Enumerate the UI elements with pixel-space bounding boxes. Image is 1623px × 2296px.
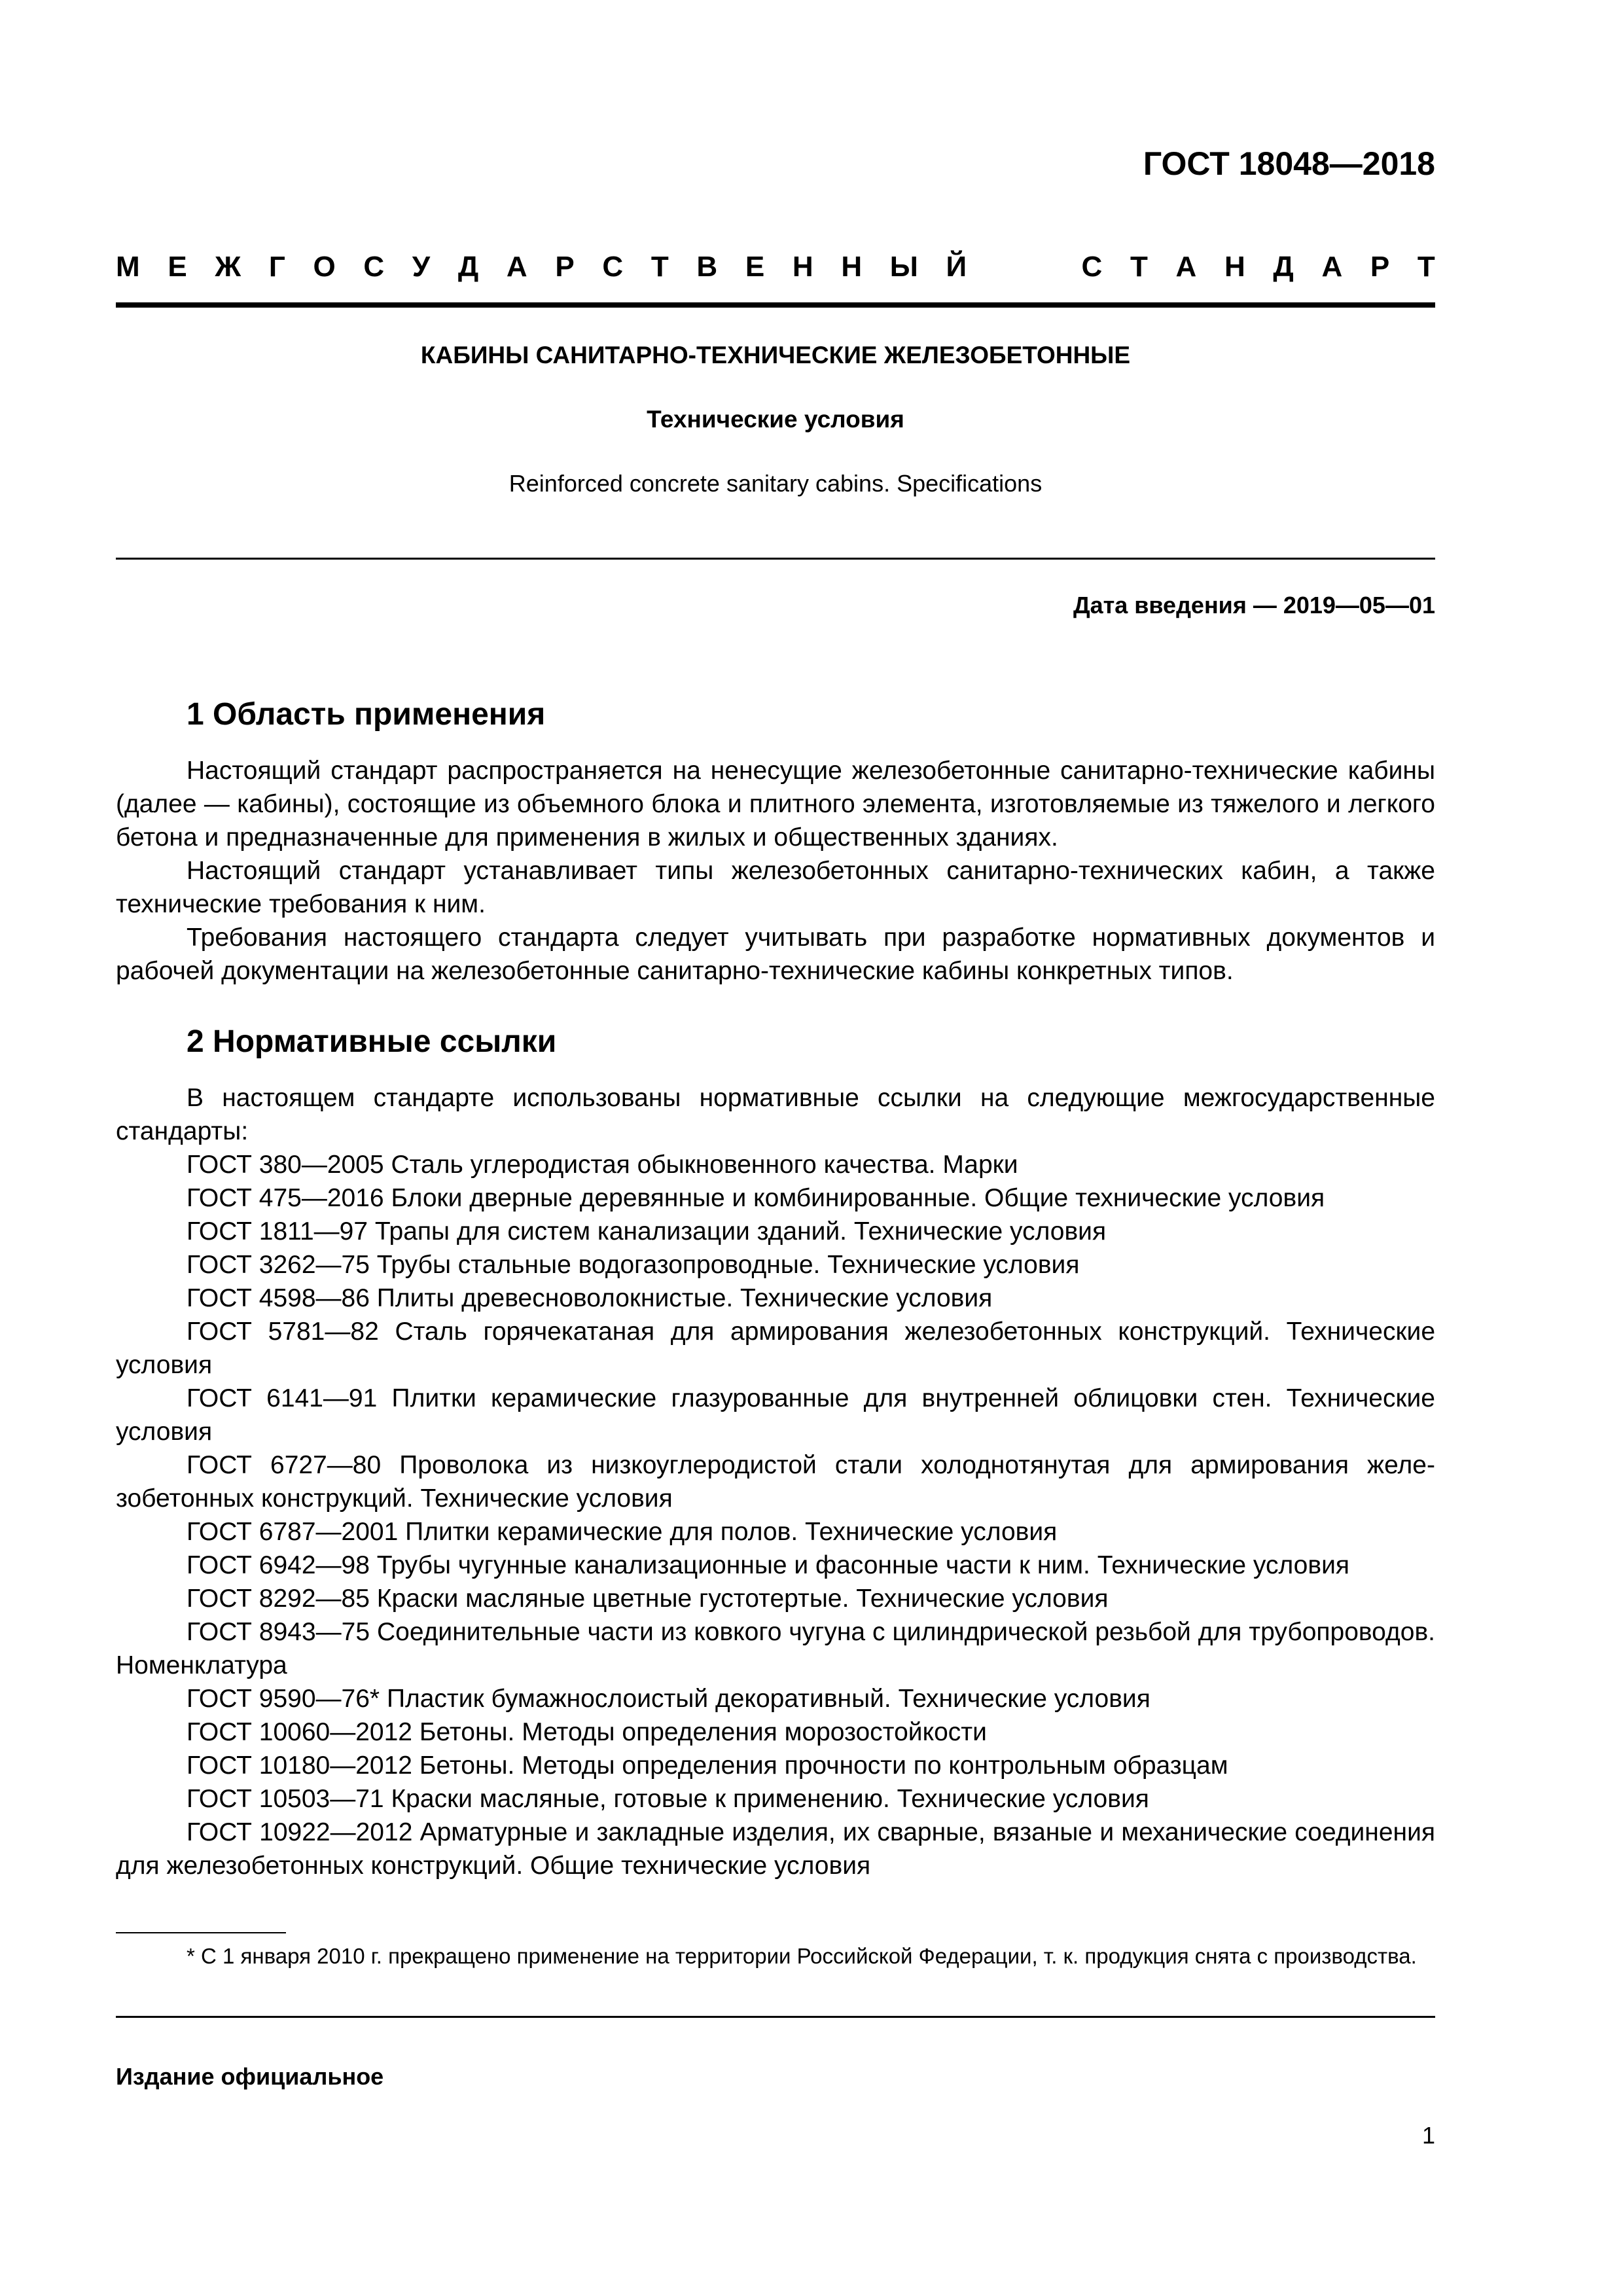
reference-title: Арматурные и закладные изделия, их сварные, вязаные и механические соединения для железобетонных конструкций. Общие технические условия xyxy=(116,1818,1435,1880)
standard-code: ГОСТ 18048—2018 xyxy=(1143,145,1435,182)
letter: С xyxy=(363,251,385,283)
letter: Н xyxy=(841,251,863,283)
letter: А xyxy=(1321,251,1343,283)
introduction-date: Дата введения — 2019—05—01 xyxy=(1073,592,1435,619)
reference-item xyxy=(116,1215,1435,1248)
reference-item xyxy=(116,1615,1435,1682)
document-subtitle: Технические условия xyxy=(647,406,904,433)
reference-item xyxy=(116,1248,1435,1282)
reference-number: ГОСТ 10922—2012 xyxy=(187,1818,413,1846)
letter: Ы xyxy=(889,251,918,283)
reference-item xyxy=(116,1181,1435,1215)
section-1-heading: 1 Область применения xyxy=(187,697,546,732)
paragraph: Настоящий стандарт распространяется на ненесущие железобетонные санитарно-технические кабины (далее — кабины), состоящие из объемного блока и плитного элемента, изготовляемые из тяжелого и легкого бетона и предназначенные для применения в жилых и общественных зданиях. xyxy=(116,757,1435,852)
letter: М xyxy=(116,251,140,283)
reference-title: Краски масляные цветные густотертые. Технические условия xyxy=(376,1585,1109,1613)
letter: Т xyxy=(1417,251,1435,283)
document-page xyxy=(116,0,1435,2296)
reference-title: Плиты древесноволокнистые. Технические условия xyxy=(376,1284,993,1312)
reference-title: Трапы для систем канализации зданий. Технические условия xyxy=(374,1217,1107,1246)
reference-number: ГОСТ 6942—98 xyxy=(187,1551,370,1579)
letter: Г xyxy=(268,251,285,283)
reference-item xyxy=(116,1816,1435,1882)
paragraph: Требования настоящего стандарта следует учитывать при разработке нормативных документов и рабочей документации на железобетонные санитарно-технические кабины конкретных типов. xyxy=(116,924,1435,985)
reference-item xyxy=(116,1782,1435,1816)
footnote: * С 1 января 2010 г. прекращено применение на территории Российской Федерации, т. к. продукция снята с производства. xyxy=(187,1944,1417,1968)
reference-number: ГОСТ 8943—75 xyxy=(187,1618,370,1646)
letter: О xyxy=(313,251,336,283)
reference-number: ГОСТ 3262—75 xyxy=(187,1251,370,1279)
footer-divider xyxy=(116,2016,1435,2018)
letter: А xyxy=(506,251,527,283)
reference-item xyxy=(116,1715,1435,1749)
reference-title: Трубы стальные водогазопроводные. Технические условия xyxy=(376,1251,1080,1279)
reference-title: Бетоны. Методы определения прочности по контрольным образцам xyxy=(419,1751,1228,1780)
reference-title: Соединительные части из ковкого чугуна с цилиндрической резьбой для трубопроводов. Номенклатура xyxy=(116,1618,1436,1679)
reference-number: ГОСТ 10060—2012 xyxy=(187,1718,413,1746)
section-2-heading: 2 Нормативные ссылки xyxy=(187,1024,557,1059)
document-title-english: Reinforced concrete sanitary cabins. Specifications xyxy=(508,470,1043,497)
reference-item xyxy=(116,1582,1435,1615)
reference-number: ГОСТ 10503—71 xyxy=(187,1785,384,1813)
letter: Р xyxy=(555,251,575,283)
letter: Н xyxy=(792,251,813,283)
reference-number: ГОСТ 1811—97 xyxy=(187,1217,368,1246)
reference-number: ГОСТ 6787—2001 xyxy=(187,1518,399,1546)
letter: А xyxy=(1175,251,1197,283)
reference-item xyxy=(116,1382,1435,1448)
letter: В xyxy=(696,251,718,283)
reference-title: Сталь углеродистая обыкновенного качества. Марки xyxy=(391,1151,1018,1179)
letter: Т xyxy=(1130,251,1148,283)
paragraph: Настоящий стандарт устанавливает типы железобетонных санитарно-технических кабин, а также технические требования к ним. xyxy=(116,857,1435,918)
letter: С xyxy=(602,251,624,283)
letter: Р xyxy=(1370,251,1390,283)
reference-title: Бетоны. Методы определения морозостойкости xyxy=(419,1718,987,1746)
reference-number: ГОСТ 380—2005 xyxy=(187,1151,384,1179)
letter: Д xyxy=(457,251,479,283)
reference-title: Блоки дверные деревянные и комбинированные. Общие технические условия xyxy=(391,1184,1325,1212)
header-divider xyxy=(116,302,1435,308)
reference-title: Плитки керамические для полов. Технические условия xyxy=(405,1518,1058,1546)
reference-number: ГОСТ 10180—2012 xyxy=(187,1751,413,1780)
interstate-standard-banner xyxy=(116,247,1435,287)
reference-title: Краски масляные, готовые к применению. Технические условия xyxy=(391,1785,1149,1813)
reference-number: ГОСТ 6727—80 xyxy=(187,1451,382,1479)
letter: Ж xyxy=(215,251,241,283)
letter: Д xyxy=(1273,251,1294,283)
reference-number: ГОСТ 8292—85 xyxy=(187,1585,370,1613)
reference-item xyxy=(116,1148,1435,1181)
reference-title: Сталь горячекатаная для армирования железобетонных конструкций. Технические условия xyxy=(116,1318,1436,1379)
reference-title: Пластик бумажнослоистый декоративный. Технические условия xyxy=(386,1685,1150,1713)
section-1-body xyxy=(116,754,1435,988)
letter: У xyxy=(412,251,431,283)
edition-label: Издание официальное xyxy=(116,2063,384,2090)
section-2-body xyxy=(116,1081,1435,1882)
reference-item xyxy=(116,1515,1435,1549)
letter: Е xyxy=(745,251,765,283)
letter: Е xyxy=(168,251,187,283)
reference-item xyxy=(116,1749,1435,1782)
reference-number: ГОСТ 475—2016 xyxy=(187,1184,384,1212)
reference-number: ГОСТ 9590—76* xyxy=(187,1685,380,1713)
reference-item xyxy=(116,1315,1435,1382)
reference-title: Проволока из низкоуглеродистой стали холоднотянутая для армирования железобетонных конструкций. Технические условия xyxy=(116,1451,1435,1513)
reference-title: Плитки керамические глазурованные для внутренней облицовки стен. Технические условия xyxy=(116,1384,1435,1446)
document-title: КАБИНЫ САНИТАРНО-ТЕХНИЧЕСКИЕ ЖЕЛЕЗОБЕТОННЫЕ xyxy=(420,342,1131,368)
letter: Н xyxy=(1224,251,1245,283)
footnote-separator xyxy=(116,1932,286,1933)
letter: Т xyxy=(651,251,669,283)
paragraph: В настоящем стандарте использованы нормативные ссылки на следующие межгосударственные стандарты: xyxy=(116,1084,1435,1145)
letter: Й xyxy=(946,251,967,283)
page-number: 1 xyxy=(1421,2122,1435,2149)
letter: С xyxy=(1081,251,1103,283)
reference-number: ГОСТ 4598—86 xyxy=(187,1284,370,1312)
reference-item xyxy=(116,1682,1435,1715)
title-divider xyxy=(116,558,1435,560)
reference-item xyxy=(116,1448,1435,1515)
reference-title: Трубы чугунные канализационные и фасонные части к ним. Технические условия xyxy=(376,1551,1349,1579)
reference-number: ГОСТ 6141—91 xyxy=(187,1384,378,1412)
reference-item xyxy=(116,1282,1435,1315)
reference-item xyxy=(116,1549,1435,1582)
reference-number: ГОСТ 5781—82 xyxy=(187,1318,379,1346)
